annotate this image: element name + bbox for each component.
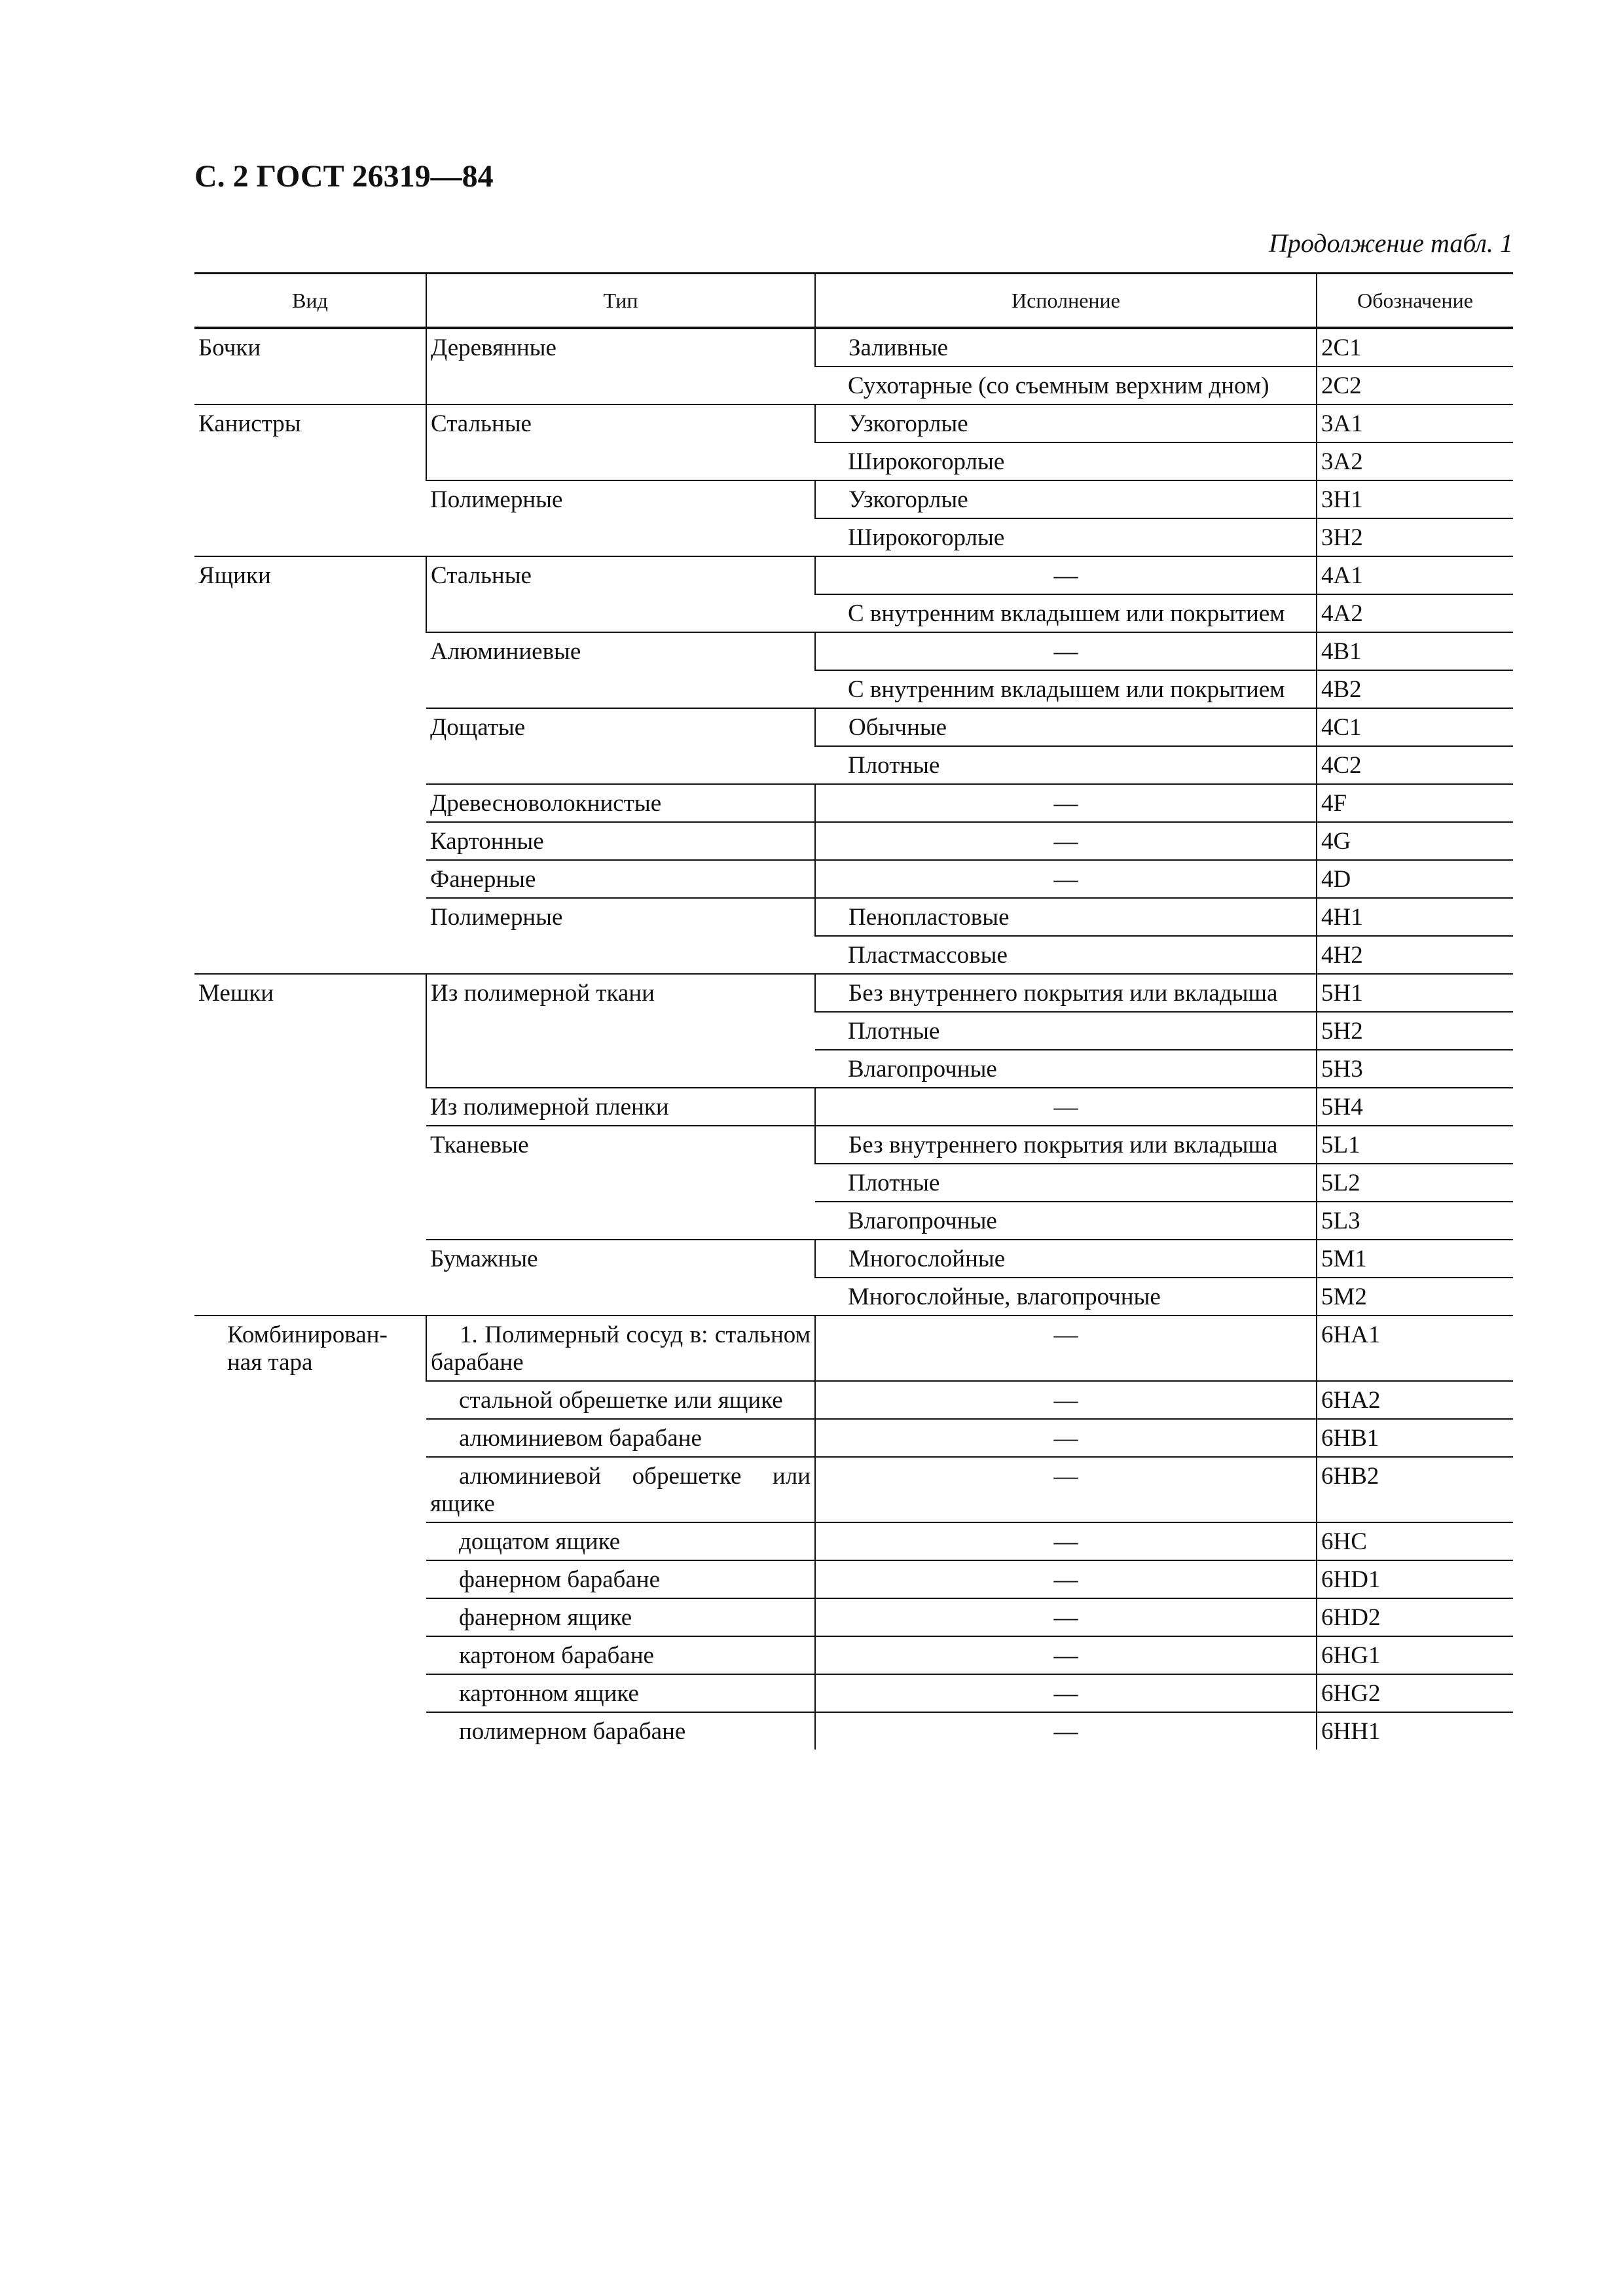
cell-code: 4A1: [1317, 556, 1513, 594]
cell-vid: Бочки: [194, 328, 426, 404]
cell-code: 5M1: [1317, 1240, 1513, 1278]
col-header-tip: Тип: [426, 274, 815, 329]
cell-tip: полимерном барабане: [426, 1712, 815, 1749]
cell-tip: Фанерные: [426, 860, 815, 898]
cell-ispolnenie: С внутренним вкладышем или покрытием: [815, 670, 1317, 708]
cell-code: 3A1: [1317, 404, 1513, 442]
cell-ispolnenie: Заливные: [815, 328, 1317, 367]
cell-ispolnenie: Плотные: [815, 1012, 1317, 1050]
col-header-ispolnenie: Исполнение: [815, 274, 1317, 329]
page-header: С. 2 ГОСТ 26319—84: [194, 159, 494, 194]
table-row: [194, 1316, 1513, 1381]
cell-ispolnenie-dash: —: [815, 1457, 1317, 1522]
cell-tip: дощатом ящике: [426, 1522, 815, 1560]
cell-ispolnenie-dash: —: [815, 1636, 1317, 1674]
cell-code: 4H2: [1317, 936, 1513, 974]
cell-ispolnenie-dash: —: [815, 1674, 1317, 1712]
cell-ispolnenie-dash: —: [815, 632, 1317, 670]
cell-ispolnenie: Обычные: [815, 708, 1317, 746]
cell-code: 5L3: [1317, 1202, 1513, 1240]
cell-ispolnenie: Пенопластовые: [815, 898, 1317, 936]
cell-ispolnenie: Узкогорлые: [815, 404, 1317, 442]
cell-ispolnenie: Многослойные, влагопрочные: [815, 1278, 1317, 1316]
cell-tip: 1. Полимерный сосуд в: стальном барабане: [426, 1316, 815, 1381]
vid-label: Комбинирован-ная тара: [227, 1321, 388, 1376]
cell-ispolnenie-dash: —: [815, 1381, 1317, 1419]
cell-code: 5H1: [1317, 974, 1513, 1012]
table-row: [194, 974, 1513, 1012]
cell-code: 3A2: [1317, 442, 1513, 480]
cell-code: 6HA1: [1317, 1316, 1513, 1381]
cell-ispolnenie-dash: —: [815, 1088, 1317, 1126]
cell-code: 5L1: [1317, 1126, 1513, 1164]
cell-ispolnenie-dash: —: [815, 1598, 1317, 1636]
cell-code: 6HH1: [1317, 1712, 1513, 1749]
cell-vid: [194, 1316, 426, 1749]
cell-code: 3H1: [1317, 480, 1513, 518]
cell-ispolnenie: Без внутреннего покрытия или вкладыша: [815, 974, 1317, 1012]
cell-code: 5M2: [1317, 1278, 1513, 1316]
cell-code: 4D: [1317, 860, 1513, 898]
cell-tip: Полимерные: [426, 480, 815, 556]
cell-tip: фанерном барабане: [426, 1560, 815, 1598]
cell-tip: фанерном ящике: [426, 1598, 815, 1636]
cell-ispolnenie: Широкогорлые: [815, 518, 1317, 556]
cell-code: 6HD1: [1317, 1560, 1513, 1598]
cell-ispolnenie-dash: —: [815, 1712, 1317, 1749]
cell-tip: стальной обрешетке или ящике: [426, 1381, 815, 1419]
cell-tip: Древесноволокнистые: [426, 784, 815, 822]
cell-code: 4H1: [1317, 898, 1513, 936]
cell-ispolnenie-dash: —: [815, 1560, 1317, 1598]
cell-ispolnenie: Узкогорлые: [815, 480, 1317, 518]
table-row: [194, 556, 1513, 594]
cell-code: 4G: [1317, 822, 1513, 860]
cell-ispolnenie: Пластмассовые: [815, 936, 1317, 974]
cell-code: 6HC: [1317, 1522, 1513, 1560]
cell-code: 6HA2: [1317, 1381, 1513, 1419]
cell-tip: Стальные: [426, 404, 815, 480]
cell-code: 4C2: [1317, 746, 1513, 784]
cell-ispolnenie: Плотные: [815, 746, 1317, 784]
cell-vid: Ящики: [194, 556, 426, 974]
cell-ispolnenie: Многослойные: [815, 1240, 1317, 1278]
cell-ispolnenie-dash: —: [815, 822, 1317, 860]
cell-ispolnenie-dash: —: [815, 1419, 1317, 1457]
cell-code: 6HB1: [1317, 1419, 1513, 1457]
cell-code: 5H3: [1317, 1050, 1513, 1088]
cell-ispolnenie: С внутренним вкладышем или покрытием: [815, 594, 1317, 632]
cell-tip: Из полимерной пленки: [426, 1088, 815, 1126]
cell-tip: картонном ящике: [426, 1674, 815, 1712]
cell-tip: Дощатые: [426, 708, 815, 784]
cell-code: 5L2: [1317, 1164, 1513, 1202]
cell-tip: Картонные: [426, 822, 815, 860]
cell-code: 4A2: [1317, 594, 1513, 632]
cell-ispolnenie: Сухотарные (со съемным верхним дном): [815, 367, 1317, 404]
cell-ispolnenie: Влагопрочные: [815, 1050, 1317, 1088]
cell-code: 5H4: [1317, 1088, 1513, 1126]
cell-code: 4C1: [1317, 708, 1513, 746]
cell-code: 4B2: [1317, 670, 1513, 708]
cell-code: 2C1: [1317, 328, 1513, 367]
cell-ispolnenie-dash: —: [815, 784, 1317, 822]
cell-code: 4F: [1317, 784, 1513, 822]
packaging-table: [194, 272, 1513, 1749]
cell-code: 4B1: [1317, 632, 1513, 670]
table-continuation-label: Продолжение табл. 1: [1268, 228, 1513, 258]
table-row: [194, 328, 1513, 367]
cell-ispolnenie-dash: —: [815, 1522, 1317, 1560]
cell-vid: Мешки: [194, 974, 426, 1316]
col-header-vid: Вид: [194, 274, 426, 329]
cell-tip: картоном барабане: [426, 1636, 815, 1674]
cell-code: 6HG1: [1317, 1636, 1513, 1674]
cell-ispolnenie-dash: —: [815, 860, 1317, 898]
cell-code: 6HD2: [1317, 1598, 1513, 1636]
cell-ispolnenie: Плотные: [815, 1164, 1317, 1202]
cell-code: 3H2: [1317, 518, 1513, 556]
table-header-row: [194, 274, 1513, 329]
cell-code: 2C2: [1317, 367, 1513, 404]
table-row: [194, 404, 1513, 442]
cell-code: 5H2: [1317, 1012, 1513, 1050]
cell-ispolnenie: Влагопрочные: [815, 1202, 1317, 1240]
cell-tip: Полимерные: [426, 898, 815, 974]
cell-vid: Канистры: [194, 404, 426, 556]
cell-tip: Алюминиевые: [426, 632, 815, 708]
cell-ispolnenie: Широкогорлые: [815, 442, 1317, 480]
cell-ispolnenie-dash: —: [815, 1316, 1317, 1381]
cell-tip: Бумажные: [426, 1240, 815, 1316]
cell-code: 6HG2: [1317, 1674, 1513, 1712]
cell-code: 6HB2: [1317, 1457, 1513, 1522]
cell-tip: Стальные: [426, 556, 815, 632]
cell-tip: Деревянные: [426, 328, 815, 404]
cell-ispolnenie: Без внутреннего покрытия или вкладыша: [815, 1126, 1317, 1164]
cell-tip: Из полимерной ткани: [426, 974, 815, 1088]
cell-tip: алюминиевой обрешетке или ящике: [426, 1457, 815, 1522]
cell-tip: Тканевые: [426, 1126, 815, 1240]
cell-tip: алюминиевом барабане: [426, 1419, 815, 1457]
col-header-oboznachenie: Обозначение: [1317, 274, 1513, 329]
cell-ispolnenie-dash: —: [815, 556, 1317, 594]
